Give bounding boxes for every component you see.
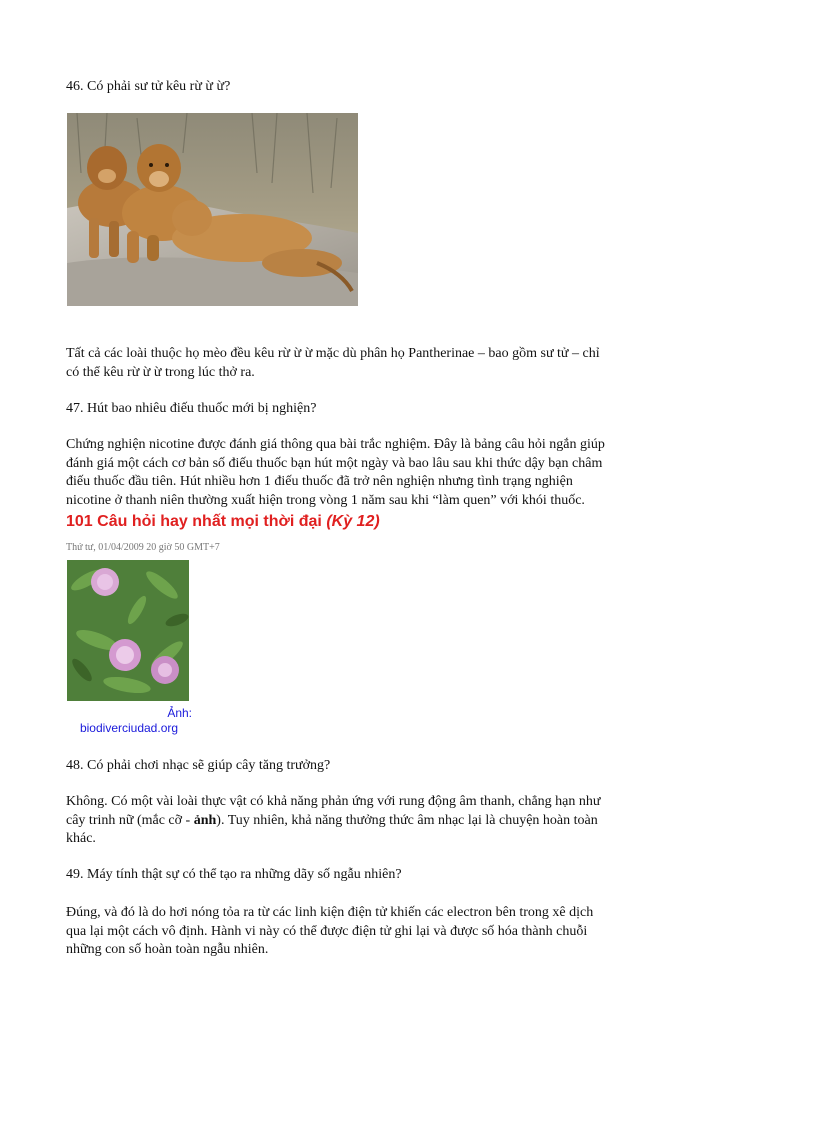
headline-text: 101 Câu hỏi hay nhất mọi thời đại — [66, 513, 322, 530]
answer-line: qua lại một cách vô định. Hành vi này có thể được điện tử ghi lại và được số hóa thành chuỗi — [66, 923, 588, 939]
answer-line: Chứng nghiện nicotine được đánh giá thông qua bài trắc nghiệm. Đây là bảng câu hỏi ngắn giúp — [66, 437, 605, 452]
answer-line — [66, 812, 600, 831]
headline-episode: (Kỳ 12) — [326, 513, 380, 530]
question-48-title: 48. Có phải chơi nhạc sẽ giúp cây tăng trưởng? — [66, 758, 331, 773]
question-47-answer — [66, 436, 605, 510]
question-49-answer — [66, 904, 593, 960]
answer-line: Đúng, và đó là do hơi nóng tỏa ra từ các linh kiện điện tử khiến các electron bên trong xê dịch — [66, 905, 594, 920]
question-46-title: 46. Có phải sư tử kêu rừ ừ ừ? — [66, 79, 231, 94]
answer-line: Tất cả các loài thuộc họ mèo đều kêu rừ ừ ừ mặc dù phân họ Pantherinae – bao gồm sư tử – chỉ — [66, 346, 600, 361]
photo-reference-link[interactable]: ảnh — [193, 812, 217, 828]
answer-line: đánh giá một cách cơ bản số điếu thuốc bạn hút một ngày và bao lâu sau khi thức dậy bạn châm — [66, 455, 603, 471]
question-46-answer — [66, 345, 600, 382]
lions-image — [67, 113, 358, 306]
answer-line: Không. Có một vài loài thực vật có khả năng phản ứng với rung động âm thanh, chẳng hạn như — [66, 794, 601, 809]
answer-line: có thể kêu rừ ừ ừ trong lúc thở ra. — [66, 364, 255, 380]
answer-line-part: cây trinh nữ (mắc cỡ - — [66, 812, 194, 828]
question-48-answer — [66, 793, 600, 849]
mimosa-image — [67, 560, 189, 701]
question-47-title: 47. Hút bao nhiêu điếu thuốc mới bị nghiện? — [66, 401, 317, 416]
photo-caption — [66, 706, 192, 736]
article-headline — [66, 513, 380, 531]
mimosa-photo — [67, 560, 189, 701]
caption-source-link[interactable]: biodiverciudad.org — [79, 721, 179, 735]
caption-label: Ảnh: — [167, 706, 192, 720]
lions-photo — [67, 113, 358, 306]
answer-line: điếu thuốc đầu tiên. Hút nhiều hơn 1 điếu thuốc đã trở nên nghiện nhưng tình trạng nghiện — [66, 474, 573, 489]
answer-line-part: ). Tuy nhiên, khả năng thưởng thức âm nhạc lại là chuyện hoàn toàn — [216, 812, 598, 828]
answer-line: khác. — [66, 831, 96, 846]
question-49-title: 49. Máy tính thật sự có thể tạo ra những dãy số ngẫu nhiên? — [66, 867, 402, 882]
article-dateline: Thứ tư, 01/04/2009 20 giờ 50 GMT+7 — [66, 542, 220, 553]
answer-line: nicotine ở thanh niên thường xuất hiện trong vòng 1 năm sau khi “làm quen” với khói thuốc. — [66, 492, 585, 508]
answer-line: những con số hoàn toàn ngẫu nhiên. — [66, 942, 269, 957]
